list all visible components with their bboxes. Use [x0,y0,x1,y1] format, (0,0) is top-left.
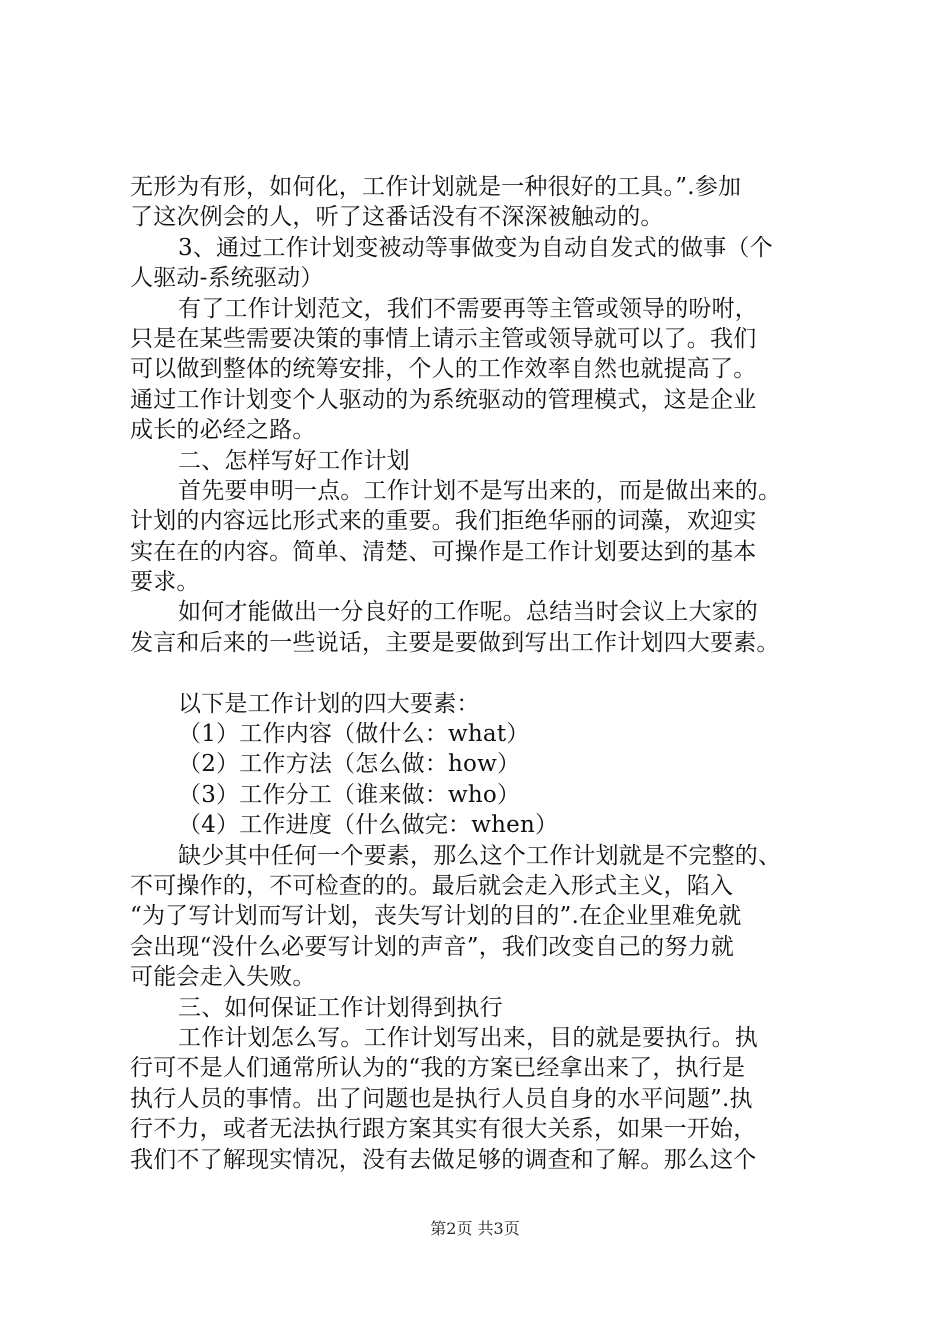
document-body [130,172,830,1175]
list-item: （3）工作分工（谁来做：who） [178,781,521,808]
text-line: 实在在的内容。简单、清楚、可操作是工作计划要达到的基本 [130,538,757,565]
text-line: 工作计划怎么写。工作计划写出来，目的就是要执行。执 [178,1024,758,1051]
text-line: “为了写计划而写计划，丧失写计划的目的”.在企业里难免就 [130,903,742,930]
text-line: 成长的必经之路。 [130,417,316,444]
page-footer: 第2页 共3页 [430,1219,520,1238]
text-line: 要求。 [130,569,200,596]
text-line: 缺少其中任何一个要素，那么这个工作计划就是不完整的、 [178,842,782,869]
list-item: （2）工作方法（怎么做：how） [178,751,521,778]
text-line: 如何才能做出一分良好的工作呢。总结当时会议上大家的 [178,599,758,626]
text-line: 无形为有形，如何化，工作计划就是一种很好的工具。”.参加 [130,174,742,200]
text-line: 3、通过工作计划变被动等事做变为自动自发式的做事（个 [178,234,773,261]
text-line: 可以做到整体的统筹安排，个人的工作效率自然也就提高了。 [130,356,757,383]
text-line: 发言和后来的一些说话，主要是要做到写出工作计划四大要素。 [130,629,780,656]
section-heading: 三、如何保证工作计划得到执行 [178,994,503,1021]
text-line: 可能会走入失败。 [130,964,316,991]
text-line: 行可不是人们通常所认为的“我的方案已经拿出来了，执行是 [130,1055,746,1082]
text-line: 了这次例会的人，听了这番话没有不深深被触动的。 [130,204,664,231]
text-line: 首先要申明一点。工作计划不是写出来的，而是做出来的。 [178,477,782,504]
text-line: 执行人员的事情。出了问题也是执行人员自身的水平问题”.执 [130,1085,753,1112]
text-line: 行不力，或者无法执行跟方案其实有很大关系，如果一开始， [130,1116,757,1143]
text-line: 以下是工作计划的四大要素： [178,690,480,717]
list-item: （1）工作内容（做什么：what） [178,721,530,748]
section-heading: 二、怎样写好工作计划 [178,447,410,474]
text-line: 人驱动-系统驱动） [130,265,324,292]
text-line: 不可操作的，不可检查的的。最后就会走入形式主义，陷入 [130,872,734,899]
text-line: 我们不了解现实情况，没有去做足够的调查和了解。那么这个 [130,1146,757,1173]
text-line: 计划的内容远比形式来的重要。我们拒绝华丽的词藻，欢迎实 [130,508,757,535]
text-line: 只是在某些需要决策的事情上请示主管或领导就可以了。我们 [130,325,757,352]
text-line: 会出现“没什么必要写计划的声音”，我们改变自己的努力就 [130,933,734,960]
text-line: 有了工作计划范文，我们不需要再等主管或领导的吩咐， [178,295,758,322]
text-line: 通过工作计划变个人驱动的为系统驱动的管理模式，这是企业 [130,386,757,413]
list-item: （4）工作进度（什么做完：when） [178,812,559,839]
blank-line [130,658,830,688]
